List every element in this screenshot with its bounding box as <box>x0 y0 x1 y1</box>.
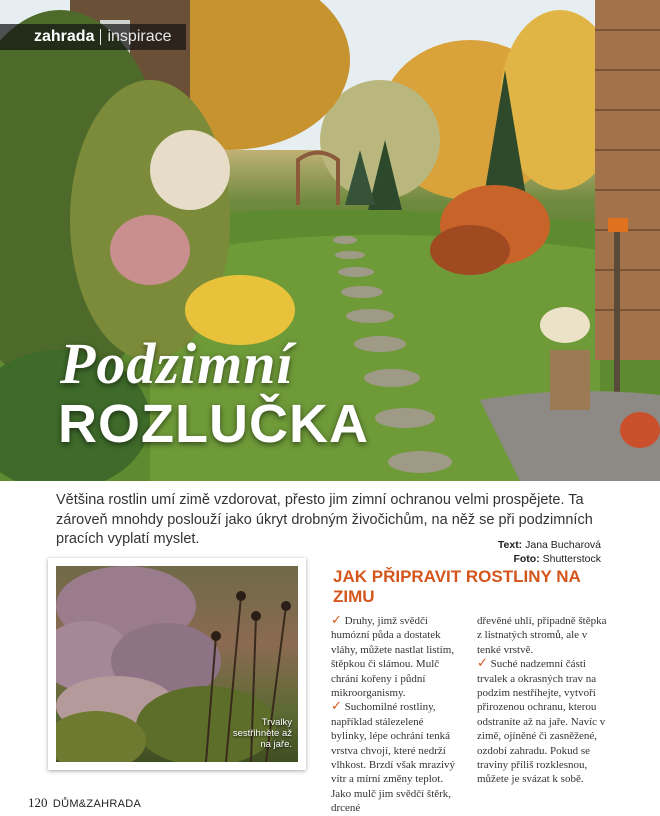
photo-credit-value: Shutterstock <box>542 553 601 565</box>
article-heading: JAK PŘIPRAVIT ROSTLINY NA ZIMU <box>333 567 581 606</box>
article-column-2 <box>477 614 607 787</box>
lead-paragraph: Většina rostlin umí zimě vzdorovat, přesto jim zimní ochranou velmi prospějete. Ta zároveň mnohdy poslouží jako úkryt drobným živočichům, na něž se při podzimních pracích vyplatí myslet. <box>56 492 593 547</box>
subsection-label: inspirace <box>107 28 172 45</box>
section-divider <box>100 29 101 45</box>
page-number: 120 <box>28 795 48 810</box>
section-tag <box>0 24 186 50</box>
paragraph-drought-plants: Suchomilné rostliny, například stálezelené bylinky, lépe ochrání tenká vrstva chvojí, které nedrží vlhkost. Brzdí však mrazivý vítr a mírní změny teplot. Jako mulč jim svědčí štěrk, drcené <box>331 701 456 815</box>
paragraph-continued: dřevěné uhlí, případně štěpka z listnatých stromů, ale v tenké vrstvě. <box>477 615 607 656</box>
paragraph-perennials: Suché nadzemní části trvalek a okrasných trav na podzim nestříhejte, vytvoří přirozenou ochranu, kterou odstraníte až na jaře. Navíc v zimě, ojíněné či zasněžené, ozdobí zahradu. Pokud se traviny příliš rozklesnou, můžete je svázat k sobě. <box>477 658 606 786</box>
text-credit <box>498 538 601 552</box>
headline-line-1: Podzimní <box>60 331 294 396</box>
checkmark-icon: ✓ <box>331 613 342 628</box>
photo-credit-label: Foto: <box>513 553 540 565</box>
text-credit-value: Jana Bucharová <box>525 539 601 551</box>
page-footer <box>28 795 141 811</box>
headline-line-2: ROZLUČKA <box>58 394 369 454</box>
inset-caption: Trvalky sestřihněte až na jaře. <box>232 717 292 750</box>
checkmark-icon: ✓ <box>477 656 488 672</box>
paragraph-mulch: Druhy, jimž svědčí humózní půda a dostatek vláhy, můžete nastlat listím, štěpkou či slámou. Mulč chrání kořeny i půdní mikroorganismy. <box>331 615 455 700</box>
article-column-1 <box>331 614 461 816</box>
inset-photo-frame <box>48 558 306 770</box>
photo-credit <box>498 552 601 566</box>
checkmark-icon: ✓ <box>331 699 342 715</box>
credits <box>498 538 601 566</box>
section-label: zahrada <box>34 28 95 45</box>
text-credit-label: Text: <box>497 539 523 551</box>
inset-photo <box>56 566 298 762</box>
magazine-name: DŮM&ZAHRADA <box>52 798 142 810</box>
